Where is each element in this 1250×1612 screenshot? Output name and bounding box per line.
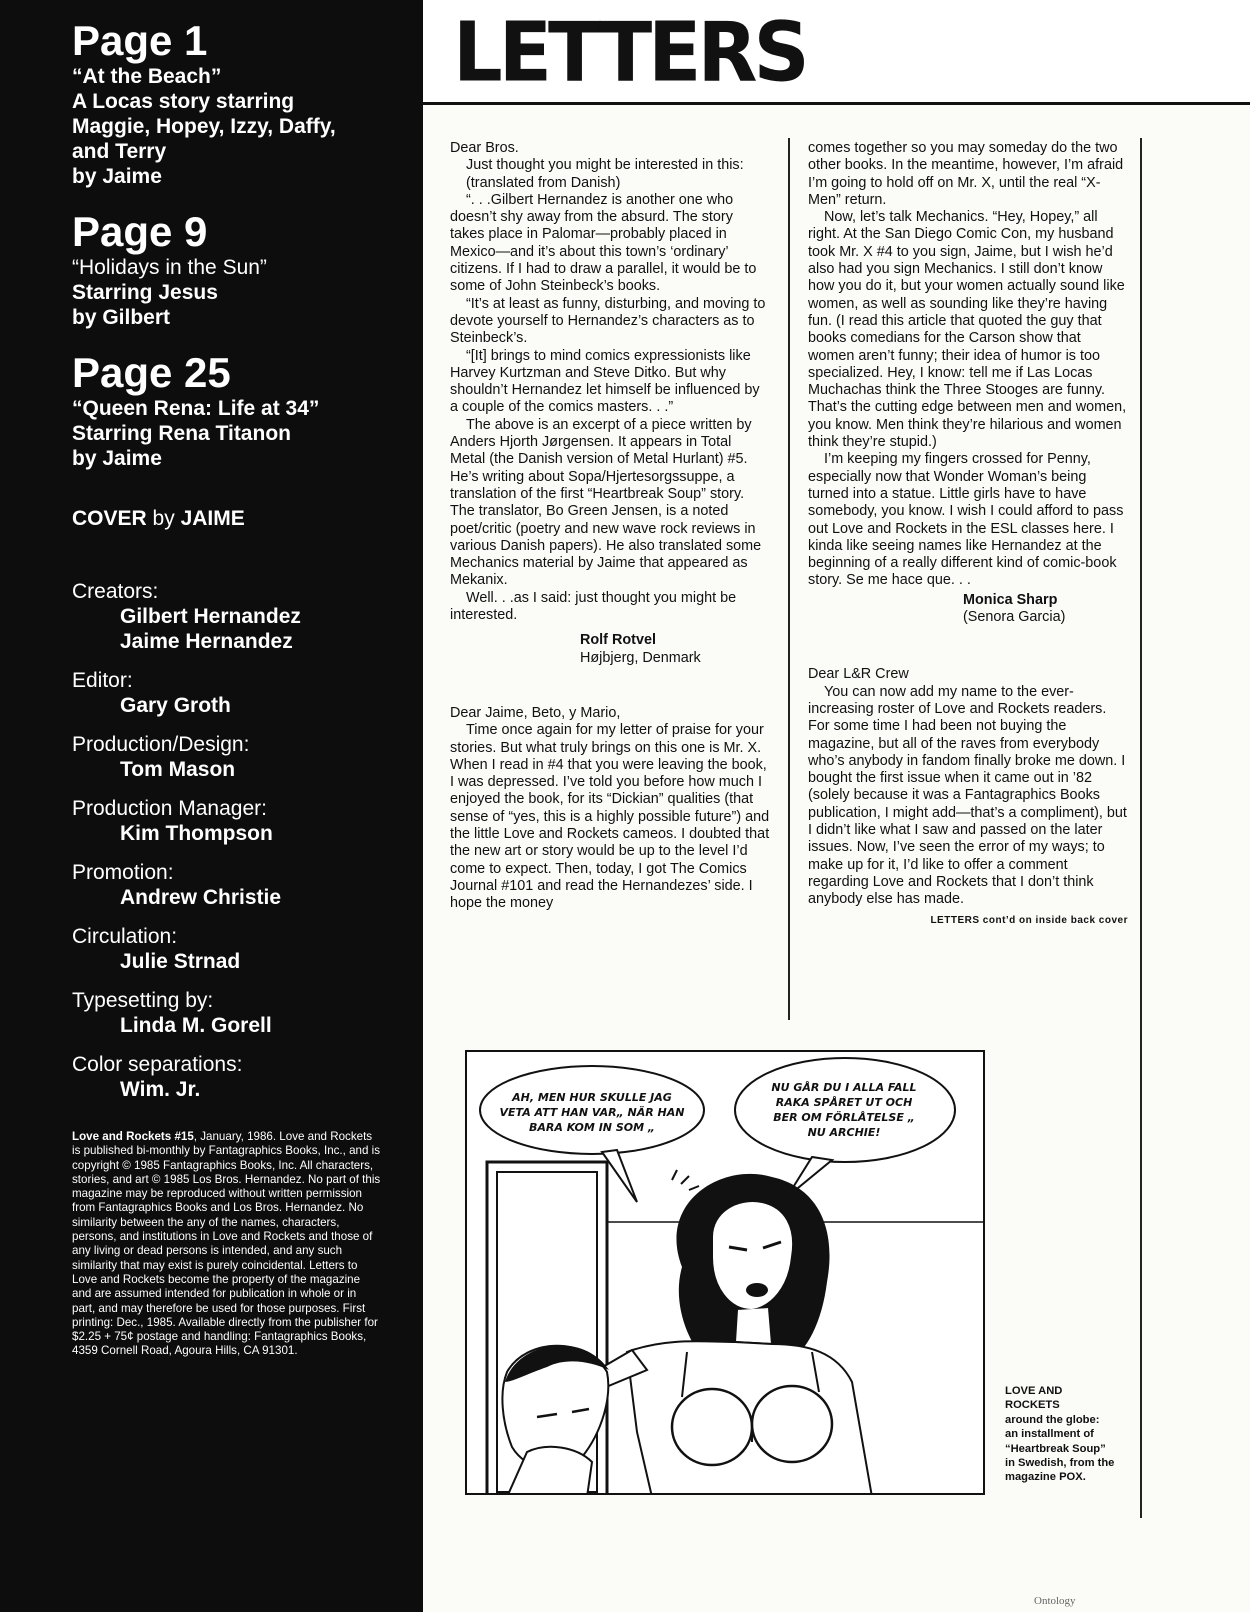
letter-salutation: Dear L&R Crew (808, 666, 909, 683)
letters-column-right (808, 140, 1128, 930)
story-title: “At the Beach” (72, 65, 222, 88)
speech-bubble-right: NU GÅR DU I ALLA FALL RAKA SPÅRET UT OCH BER OM FÖRLÅTELSE „ NU ARCHIE! (771, 1081, 917, 1139)
letter-location: Højbjerg, Denmark (580, 649, 701, 666)
credit-typesetting (72, 988, 413, 1038)
credit-color-separations (72, 1052, 413, 1102)
letter-signature: Monica Sharp (963, 591, 1058, 608)
story-line: Starring Rena Titanon (72, 422, 291, 445)
letters-column-left (450, 140, 770, 912)
letter-paragraph: Well. . .as I said: just thought you might be interested. (450, 589, 737, 624)
letter-paragraph: You can now add my name to the ever-increasing roster of Love and Rockets readers. For some time I had been not buying the magazine, but all of the raves from everybody who’s anybody in fandom finally broke me down. I bought the first issue when it came out in ’82 (solely because it was a Fantagraphics Books publication, I might add—that’s a compliment), but I didn’t like what I saw and passed on the later issues. Now, I’ve seen the error of my ways; to make up for it, I’d like to offer a comment regarding Love and Rockets that I don’t think anybody else has made. (808, 683, 1127, 908)
credit-role: Editor: (72, 669, 133, 692)
credit-role: Production/Design: (72, 733, 250, 756)
letter-paragraph: Just thought you might be interested in this: (466, 157, 744, 174)
credit-name: Kim Thompson (120, 822, 273, 845)
contents-entry (72, 350, 413, 471)
credit-role: Production Manager: (72, 797, 267, 820)
legal-lead: Love and Rockets #15 (72, 1130, 194, 1143)
credit-name: Wim. Jr. (120, 1078, 201, 1101)
letter-paragraph: The above is an excerpt of a piece written by Anders Hjorth Jørgensen. It appears in Total Metal (the Danish version of Metal Hurlant) #5. He’s writing about Sopa/Hjertesorgssuppe, a translation of the first “Heartbreak Soup” story. The translator, Bo Green Jensen, is a noted poet/critic (poetry and new wave rock reviews in various Danish papers). He also translated some Mechanics material by Jaime that appeared as Mekanix. (450, 416, 762, 589)
cover-by: by (152, 507, 175, 530)
letters-header (423, 0, 1250, 105)
credit-role: Circulation: (72, 925, 178, 948)
story-title: “Holidays in the Sun” (72, 256, 267, 279)
letter-paragraph: (translated from Danish) (466, 174, 621, 191)
caption-text: around the globe: an installment of “Heartbreak Soup” in Swedish, from the magazine POX. (1005, 1413, 1115, 1484)
credit-name: Tom Mason (120, 758, 236, 781)
legal-text: , January, 1986. Love and Rockets is published bi-monthly by Fantagraphics Books, Inc., and is copyright © 1985 Fantagraphics Books, Inc. All characters, stories, and art © 1985 Los Bros. Hernandez. No part of this magazine may be reproduced without written permission from Fantagraphics Books and Los Bros. Hernandez. No similarity between the any of the names, characters, persons, and institutions in Love and Rockets and those of any living or dead persons is intended, and any such similarity that may exist is purely coincidental. Letters to Love and Rockets become the property of the magazine and are assumed intended for publication in whole or in part, and may therefore be used for those purposes. First printing: Dec., 1985. Available directly from the publisher for $2.25 + 75¢ postage and handling: Fantagraphics Books, 4359 Cornell Road, Agoura Hills, CA 91301. (72, 1130, 381, 1358)
letter-paragraph: comes together so you may someday do the two other books. In the meantime, however, I’m afraid I’m going to hold off on Mr. X, until the real “X-Men” return. (808, 140, 1124, 208)
credit-creators (72, 579, 413, 654)
page-number: Page 1 (72, 17, 208, 64)
letter-paragraph: Time once again for my letter of praise for your stories. But what truly brings on this one is Mr. X. When I read in #4 that you were leaving the book, I was depressed. I’ve told you before how much I enjoyed the book, for its “Dickian” qualities (that sense of “yes, this is a highly possible future”) and the little Love and Rockets cameos. I doubted that the new art or story would be up to the level I’d come to expect. Then, today, I got The Comics Journal #101 and read the Hernandezes’ side. I hope the money (450, 722, 770, 912)
comic-panel (465, 1050, 985, 1495)
credit-name: Gary Groth (120, 694, 231, 717)
credit-role: Typesetting by: (72, 989, 214, 1012)
column-divider (1140, 138, 1142, 1518)
credit-name: Gilbert Hernandez (120, 605, 301, 628)
letter-salutation: Dear Bros. (450, 140, 519, 156)
legal-notice (72, 1130, 382, 1359)
story-line: A Locas story starring (72, 90, 295, 113)
credit-role: Promotion: (72, 861, 174, 884)
footer-mark: Ontology (1034, 1595, 1076, 1607)
credit-circulation (72, 924, 413, 974)
story-author: by Gilbert (72, 306, 171, 329)
speech-bubble-left: AH, MEN HUR SKULLE JAG VETA ATT HAN VAR„ NÄR HAN BARA KOM IN SOM „ (499, 1091, 685, 1134)
caption-lead: LOVE AND ROCKETS (1005, 1385, 1063, 1412)
credit-editor (72, 668, 413, 718)
contents-entry (72, 18, 413, 189)
contents-entry (72, 209, 413, 330)
credit-name: Jaime Hernandez (120, 630, 293, 653)
credit-name: Linda M. Gorell (120, 1014, 272, 1037)
column-divider (788, 138, 790, 1020)
letter-paragraph: “. . .Gilbert Hernandez is another one who doesn’t shy away from the absurd. The story takes place in Palomar—probably placed in Mexico—and it’s about this town’s ‘ordinary’ citizens. If I had to draw a parallel, it would be to some of John Steinbeck’s books. (450, 191, 757, 295)
credit-name: Julie Strnad (120, 950, 241, 973)
story-title: “Queen Rena: Life at 34” (72, 397, 320, 420)
cover-credit (72, 507, 413, 531)
credit-name: Andrew Christie (120, 886, 282, 909)
cover-label: COVER (72, 507, 147, 530)
story-author: by Jaime (72, 165, 162, 188)
credit-production-design (72, 732, 413, 782)
letter-paragraph: “It’s at least as funny, disturbing, and moving to devote yourself to Hernandez’s characters as to Steinbeck’s. (450, 295, 766, 347)
credit-role: Color separations: (72, 1053, 243, 1076)
page-number: Page 9 (72, 208, 208, 255)
story-author: by Jaime (72, 447, 162, 470)
letter-paragraph: Now, let’s talk Mechanics. “Hey, Hopey,” all right. At the San Diego Comic Con, my husband took Mr. X #4 to you sign, Jaime, but I wish he’d also had you sign Mechanics. I still don’t know how you do it, but your women actually sound like women, as well as sounding like they’re having fun. (I read this article that quoted the guy that books comedians for the Carson show that women aren’t funny; their idea of humor is too specialized. Hey, I know: tell me if Las Locas Muchachas think the Three Stooges are funny. That’s the cutting edge between men and women, you know. Men think they’re hilarious and women think they’re stupid.) (808, 209, 1127, 451)
letter-salutation: Dear Jaime, Beto, y Mario, (450, 704, 621, 721)
story-line: and Terry (72, 140, 167, 163)
continued-note: LETTERS cont’d on inside back cover (930, 915, 1128, 927)
credit-role: Creators: (72, 580, 159, 603)
story-line: Starring Jesus (72, 281, 218, 304)
letter-signature: Rolf Rotvel (580, 632, 656, 649)
story-line: Maggie, Hopey, Izzy, Daffy, (72, 115, 336, 138)
page-number: Page 25 (72, 349, 231, 396)
credit-production-manager (72, 796, 413, 846)
letter-paragraph: “[It] brings to mind comics expressionists like Harvey Kurtzman and Steve Ditko. But why shouldn’t Hernandez let himself be influenced by a couple of the comics masters. . .” (450, 347, 760, 416)
letter-paragraph: I’m keeping my fingers crossed for Penny, especially now that Wonder Woman’s being turned into a statue. Little girls have to have somebody, you know. I wish I could afford to pass out Love and Rockets in the ESL classes here. I kinda like seeing names like Hernandez at the beginning of a really different kind of comic-book story. Se me hace que. . . (808, 451, 1124, 589)
panel-caption (1005, 1384, 1115, 1485)
page-title: LETTERS (453, 5, 806, 101)
letter-location: (Senora Garcia) (963, 609, 1066, 626)
credit-promotion (72, 860, 413, 910)
contents-sidebar (0, 0, 423, 1612)
cover-artist: JAIME (180, 507, 245, 530)
